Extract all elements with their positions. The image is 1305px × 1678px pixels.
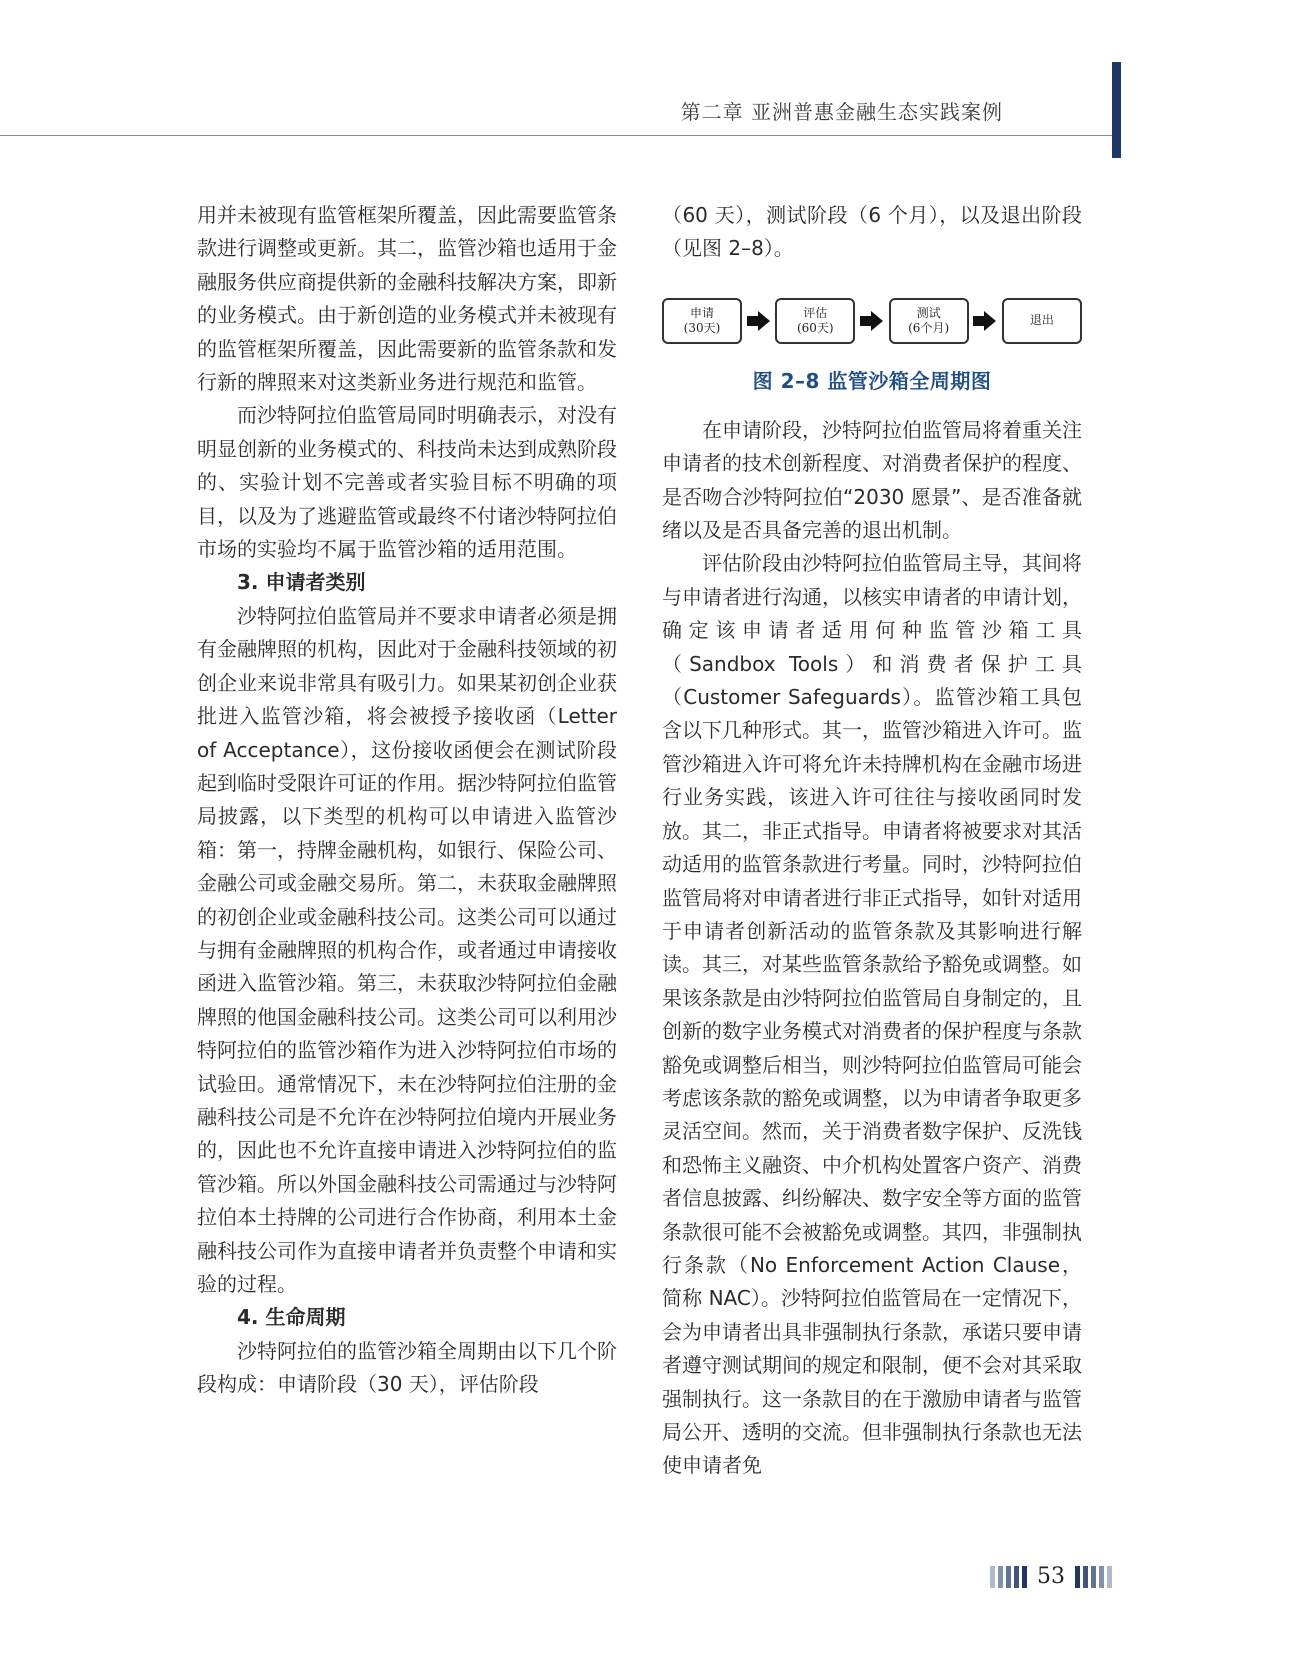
page-footer bbox=[990, 1564, 1112, 1590]
flow-stage-duration: (60天) bbox=[796, 320, 834, 335]
flow-stage-duration: (6个月) bbox=[908, 320, 950, 335]
paragraph: 评估阶段由沙特阿拉伯监管局主导，其间将与申请者进行沟通，以核实申请者的申请计划，确定该申请者适用何种监管沙箱工具（Sandbox Tools）和消费者保护工具（Customer Safeguards）。监管沙箱工具包含以下几种形式。其一，监管沙箱进入许可。监管沙箱进入许可将允许未持牌机构在金融市场进行业务实践，该进入许可往往与接收函同时发放。其二，非正式指导。申请者将被要求对其活动适用的监管条款进行考量。同时，沙特阿拉伯监管局将对申请者进行非正式指导，如针对适用于申请者创新活动的监管条款及其影响进行解读。其三，对某些监管条款给予豁免或调整。如果该条款是由沙特阿拉伯监管局自身制定的，且创新的数字业务模式对消费者的保护程度与条款豁免或调整后相当，则沙特阿拉伯监管局可能会考虑该条款的豁免或调整，以为申请者争取更多灵活空间。然而，关于消费者数字保护、反洗钱和恐怖主义融资、中介机构处置客户资产、消费者信息披露、纠纷解决、数字安全等方面的监管条款很可能不会被豁免或调整。其四，非强制执行条款（No Enforcement Action Clause，简称 NAC）。沙特阿拉伯监管局在一定情况下，会为申请者出具非强制执行条款，承诺只要申请者遵守测试期间的规定和限制，便不会对其采取强制执行。这一条款目的在于激励申请者与监管局公开、透明的交流。但非强制执行条款也无法使申请者免 bbox=[662, 551, 1082, 1478]
flow-stage-duration: (30天) bbox=[683, 320, 721, 335]
paragraph: （60 天），测试阶段（6 个月），以及退出阶段（见图 2–8）。 bbox=[662, 203, 1082, 261]
flow-stage-exit bbox=[1002, 298, 1082, 344]
arrow-right-icon bbox=[973, 311, 997, 331]
lifecycle-flow-diagram bbox=[662, 296, 1082, 346]
paragraph: 用并未被现有监管框架所覆盖，因此需要监管条款进行调整或更新。其二，监管沙箱也适用于金融服务供应商提供新的金融科技解决方案，即新的业务模式。由于新创造的业务模式并未被现有的监管框架所覆盖，因此需要新的监管条款和发行新的牌照来对这类新业务进行规范和监管。 bbox=[197, 203, 617, 395]
flow-stage-apply bbox=[662, 298, 742, 344]
footer-stripes-right bbox=[1075, 1566, 1112, 1588]
flow-stage-label: 测试 bbox=[916, 305, 941, 320]
arrow-right-icon bbox=[860, 311, 884, 331]
chapter-header-title: 第二章 亚洲普惠金融生态实践案例 bbox=[680, 100, 1003, 124]
flow-stage-label: 评估 bbox=[803, 305, 828, 320]
footer-stripes-left bbox=[990, 1566, 1027, 1588]
header-accent-bar bbox=[1112, 62, 1121, 158]
section-heading-lifecycle: 4. 生命周期 bbox=[237, 1305, 346, 1330]
arrow-right-icon bbox=[747, 311, 771, 331]
header-rule bbox=[0, 135, 1112, 136]
page-number: 53 bbox=[1037, 1564, 1065, 1589]
paragraph: 在申请阶段，沙特阿拉伯监管局将着重关注申请者的技术创新程度、对消费者保护的程度、是否吻合沙特阿拉伯“2030 愿景”、是否准备就绪以及是否具备完善的退出机制。 bbox=[662, 417, 1082, 543]
flow-stage-test bbox=[889, 298, 969, 344]
flow-stage-label: 申请 bbox=[689, 305, 714, 320]
right-column bbox=[662, 199, 1082, 1483]
figure-caption: 图 2–8 监管沙箱全周期图 bbox=[752, 368, 992, 393]
flow-stage-label: 退出 bbox=[1029, 313, 1054, 328]
paragraph: 而沙特阿拉伯监管局同时明确表示，对没有明显创新的业务模式的、科技尚未达到成熟阶段的、实验计划不完善或者实验目标不明确的项目，以及为了逃避监管或最终不付诸沙特阿拉伯市场的实验均不属于监管沙箱的适用范围。 bbox=[197, 403, 617, 562]
section-heading-applicant-types: 3. 申请者类别 bbox=[237, 570, 366, 595]
flow-stage-evaluate bbox=[775, 298, 855, 344]
paragraph: 沙特阿拉伯监管局并不要求申请者必须是拥有金融牌照的机构，因此对于金融科技领域的初创企业来说非常具有吸引力。如果某初创企业获批进入监管沙箱，将会被授予接收函（Letter of Acceptance），这份接收函便会在测试阶段起到临时受限许可证的作用。据沙特阿拉伯监管局披露，以下类型的机构可以申请进入监管沙箱：第一，持牌金融机构，如银行、保险公司、金融公司或金融交易所。第二，未获取金融牌照的初创企业或金融科技公司。这类公司可以通过与拥有金融牌照的机构合作，或者通过申请接收函进入监管沙箱。第三，未获取沙特阿拉伯金融牌照的他国金融科技公司。这类公司可以利用沙特阿拉伯的监管沙箱作为进入沙特阿拉伯市场的试验田。通常情况下，未在沙特阿拉伯注册的金融科技公司是不允许在沙特阿拉伯境内开展业务的，因此也不允许直接申请进入沙特阿拉伯的监管沙箱。所以外国金融科技公司需通过与沙特阿拉伯本土持牌的公司进行合作协商，利用本土金融科技公司作为直接申请者并负责整个申请和实验的过程。 bbox=[197, 603, 617, 1296]
left-column bbox=[197, 199, 617, 1402]
paragraph: 沙特阿拉伯的监管沙箱全周期由以下几个阶段构成：申请阶段（30 天），评估阶段 bbox=[197, 1338, 617, 1397]
